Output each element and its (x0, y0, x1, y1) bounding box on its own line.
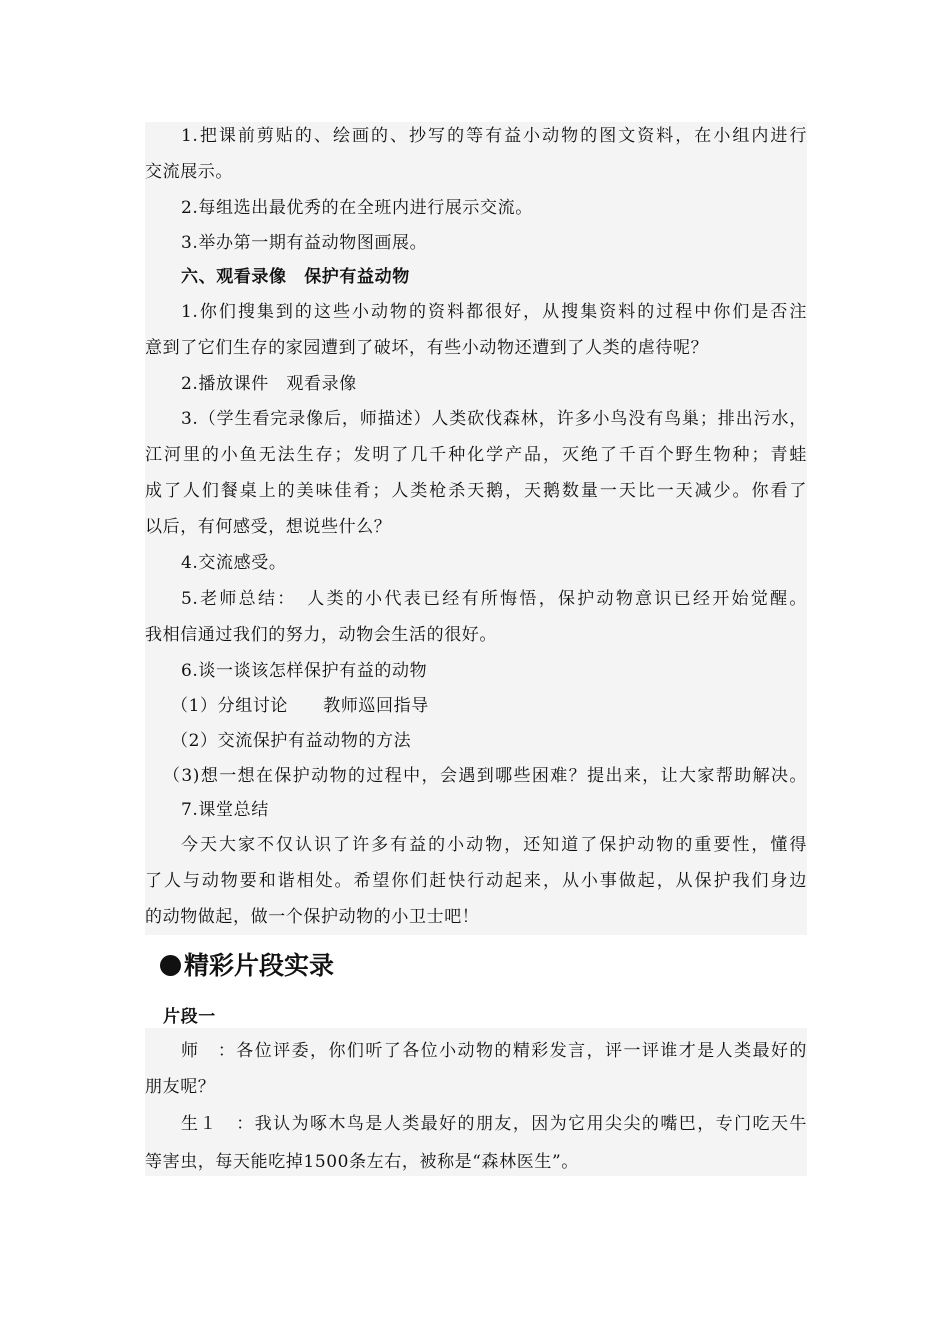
text-line: 了人与动物要和谐相处。希望你们赶快行动起来，从小事做起，从保护我们身边 (145, 871, 807, 891)
text-line: 我相信通过我们的努力，动物会生活的很好。 (145, 625, 497, 645)
text-line: 5.老师总结： 人类的小代表已经有所悔悟，保护动物意识已经开始觉醒。 (181, 589, 807, 609)
text-line: 今天大家不仅认识了许多有益的小动物，还知道了保护动物的重要性，懂得 (181, 835, 807, 855)
text-line: 江河里的小鱼无法生存；发明了几千种化学产品，灭绝了千百个野生物种；青蛙 (145, 445, 807, 465)
text-line: 成了人们餐桌上的美味佳肴；人类枪杀天鹅，天鹅数量一天比一天减少。你看了 (145, 481, 807, 501)
section-title (160, 946, 334, 986)
text-line: 7.课堂总结 (181, 800, 269, 820)
text-line: 6.谈一谈该怎样保护有益的动物 (181, 661, 428, 681)
text-line: 3.（学生看完录像后，师描述）人类砍伐森林，许多小鸟没有鸟巢；排出污水， (181, 409, 807, 429)
segment-line: 生１ ：我认为啄木鸟是人类最好的朋友，因为它用尖尖的嘴巴，专门吃天牛 (181, 1114, 807, 1134)
text-line: （1）分组讨论 教师巡回指导 (171, 696, 429, 716)
segment-line: 朋友呢？ (145, 1077, 216, 1097)
text-line: 2.播放课件 观看录像 (181, 374, 357, 394)
text-line: 交流展示。 (145, 162, 233, 182)
text-line: 4.交流感受。 (181, 553, 287, 573)
text-line: 1.把课前剪贴的、绘画的、抄写的等有益小动物的图文资料，在小组内进行 (181, 126, 807, 146)
text-line: 以后，有何感受，想说些什么？ (145, 517, 392, 537)
text-line: 1.你们搜集到的这些小动物的资料都很好，从搜集资料的过程中你们是否注 (181, 302, 807, 322)
text-line: 2.每组选出最优秀的在全班内进行展示交流。 (181, 198, 533, 218)
bullet-icon (160, 955, 181, 976)
section-title-text: 精彩片段实录 (184, 951, 335, 980)
text-line: 意到了它们生存的家园遭到了破坏，有些小动物还遭到了人类的虐待呢？ (145, 338, 709, 358)
segment-line: 等害虫，每天能吃掉1500条左右，被称是“森林医生”。 (145, 1152, 579, 1172)
text-line: （3)想一想在保护动物的过程中，会遇到哪些困难？提出来，让大家帮助解决。 (163, 766, 807, 786)
text-line: （2）交流保护有益动物的方法 (171, 731, 412, 751)
section-heading: 六、观看录像 保护有益动物 (181, 267, 410, 287)
segment-heading: 片段一 (163, 1007, 216, 1027)
text-line: 的动物做起，做一个保护动物的小卫士吧！ (145, 907, 480, 927)
text-line: 3.举办第一期有益动物图画展。 (181, 233, 428, 253)
segment-line: 师 ：各位评委，你们听了各位小动物的精彩发言，评一评谁才是人类最好的 (181, 1041, 807, 1061)
